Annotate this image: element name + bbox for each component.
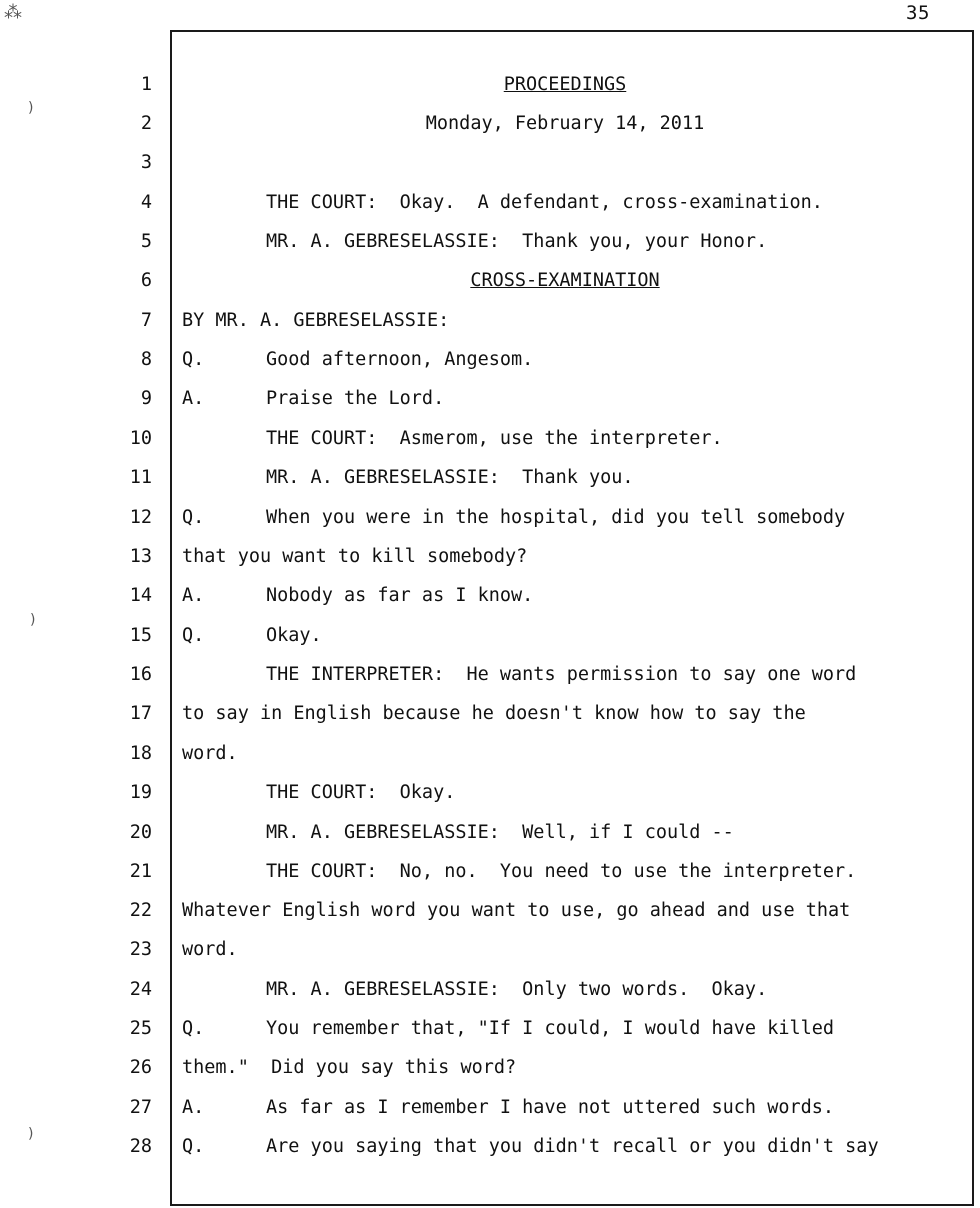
transcript-line-13	[0, 542, 980, 572]
transcript-line-15	[0, 621, 980, 651]
line-text: THE INTERPRETER: He wants permission to say one word	[266, 664, 857, 685]
line-text: that you want to kill somebody?	[182, 546, 528, 567]
transcript-line-25	[0, 1014, 980, 1044]
line-text: them." Did you say this word?	[182, 1057, 517, 1078]
line-number: 19	[129, 782, 152, 803]
transcript-line-9	[0, 384, 980, 414]
line-number: 28	[129, 1136, 152, 1157]
line-number: 17	[129, 703, 152, 724]
scan-mark-2: )	[28, 100, 34, 116]
transcript-line-4	[0, 188, 980, 218]
line-number: 16	[129, 664, 152, 685]
line-number: 18	[129, 743, 152, 764]
transcript-line-6	[0, 266, 980, 296]
line-number: 4	[140, 192, 152, 213]
question-label: Q.	[182, 1136, 205, 1157]
transcript-line-20	[0, 818, 980, 848]
line-text: Are you saying that you didn't recall or you didn't say	[266, 1136, 879, 1157]
answer-label: A.	[182, 585, 205, 606]
line-number: 7	[140, 310, 152, 331]
line-number: 14	[129, 585, 152, 606]
proceedings-date: Monday, February 14, 2011	[425, 113, 705, 134]
transcript-line-3	[0, 148, 980, 178]
line-text: THE COURT: Asmerom, use the interpreter.	[266, 428, 723, 449]
line-number: 3	[140, 152, 152, 173]
scan-mark-4: )	[28, 1126, 34, 1142]
transcript-line-2	[0, 109, 980, 139]
scan-mark-top: ⁂	[4, 2, 22, 23]
line-number: 13	[129, 546, 152, 567]
line-number: 21	[129, 861, 152, 882]
line-number: 10	[129, 428, 152, 449]
transcript-line-27	[0, 1093, 980, 1123]
line-text: THE COURT: Okay.	[266, 782, 456, 803]
line-text: MR. A. GEBRESELASSIE: Well, if I could --	[266, 822, 734, 843]
transcript-line-28	[0, 1132, 980, 1162]
question-label: Q.	[182, 625, 205, 646]
line-text: word.	[182, 743, 238, 764]
section-heading: CROSS-EXAMINATION	[470, 270, 660, 291]
line-text: Okay.	[266, 625, 322, 646]
line-number: 6	[140, 270, 152, 291]
line-number: 15	[129, 625, 152, 646]
transcript-line-8	[0, 345, 980, 375]
line-number: 9	[140, 388, 152, 409]
line-number: 27	[129, 1097, 152, 1118]
transcript-line-19	[0, 778, 980, 808]
line-text: MR. A. GEBRESELASSIE: Only two words. Okay.	[266, 979, 768, 1000]
transcript-line-5	[0, 227, 980, 257]
line-text: THE COURT: No, no. You need to use the interpreter.	[266, 861, 857, 882]
transcript-line-24	[0, 975, 980, 1005]
line-text: MR. A. GEBRESELASSIE: Thank you.	[266, 467, 634, 488]
line-number: 22	[129, 900, 152, 921]
line-number: 26	[129, 1057, 152, 1078]
line-number: 25	[129, 1018, 152, 1039]
page-number: 35	[906, 2, 930, 24]
line-text: Whatever English word you want to use, go ahead and use that	[182, 900, 851, 921]
question-label: Q.	[182, 349, 205, 370]
transcript-line-26	[0, 1053, 980, 1083]
answer-label: A.	[182, 388, 205, 409]
line-number: 5	[140, 231, 152, 252]
line-text: to say in English because he doesn't know how to say the	[182, 703, 806, 724]
line-text: word.	[182, 939, 238, 960]
proceedings-title: PROCEEDINGS	[503, 74, 627, 95]
line-text: Praise the Lord.	[266, 388, 445, 409]
transcript-line-17	[0, 699, 980, 729]
transcript-line-16	[0, 660, 980, 690]
transcript-line-21	[0, 857, 980, 887]
question-label: Q.	[182, 507, 205, 528]
line-text: You remember that, "If I could, I would have killed	[266, 1018, 835, 1039]
line-number: 11	[129, 467, 152, 488]
line-number: 1	[140, 74, 152, 95]
line-text: MR. A. GEBRESELASSIE: Thank you, your Honor.	[266, 231, 768, 252]
line-text: When you were in the hospital, did you tell somebody	[266, 507, 846, 528]
line-number: 2	[140, 113, 152, 134]
line-text: THE COURT: Okay. A defendant, cross-examination.	[266, 192, 823, 213]
line-text: As far as I remember I have not uttered such words.	[266, 1097, 835, 1118]
transcript-line-12	[0, 503, 980, 533]
transcript-line-22	[0, 896, 980, 926]
line-number: 12	[129, 507, 152, 528]
transcript-line-7	[0, 306, 980, 336]
transcript-line-18	[0, 739, 980, 769]
scan-mark-3: )	[30, 612, 36, 628]
line-text: BY MR. A. GEBRESELASSIE:	[182, 310, 450, 331]
line-number: 8	[140, 349, 152, 370]
transcript-line-10	[0, 424, 980, 454]
line-text: Good afternoon, Angesom.	[266, 349, 534, 370]
transcript-line-14	[0, 581, 980, 611]
line-number: 24	[129, 979, 152, 1000]
line-text: Nobody as far as I know.	[266, 585, 534, 606]
answer-label: A.	[182, 1097, 205, 1118]
transcript-line-23	[0, 935, 980, 965]
transcript-line-1	[0, 70, 980, 100]
line-number: 23	[129, 939, 152, 960]
line-number: 20	[129, 822, 152, 843]
question-label: Q.	[182, 1018, 205, 1039]
transcript-line-11	[0, 463, 980, 493]
